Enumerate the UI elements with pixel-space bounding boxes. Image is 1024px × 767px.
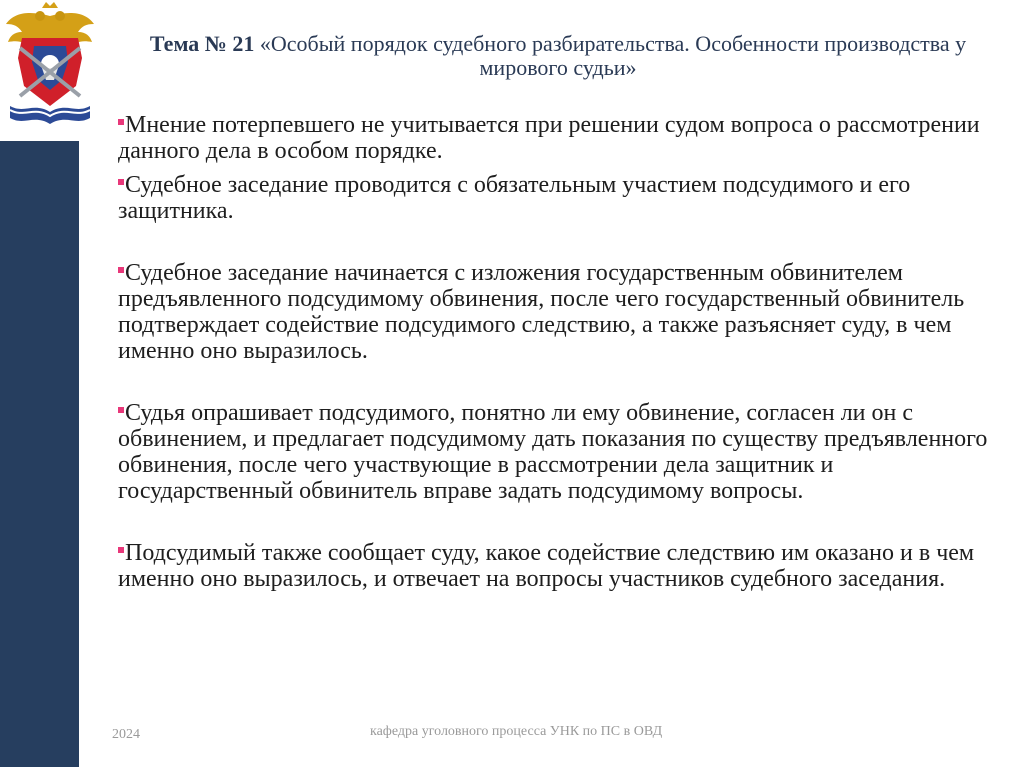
bullet-item [118, 112, 998, 164]
title-topic-number: Тема № 21 [149, 31, 255, 56]
bullet-text: Судебное заседание начинается с изложения государственным обвинителем предъявленного подсудимому обвинения, после чего государственный обвинитель подтверждает содействие подсудимого следствию, а также разъясняет суду, в чем именно оно выразилось. [118, 260, 965, 364]
bullet-square-icon [118, 179, 124, 185]
bullet-square-icon [118, 267, 124, 273]
title-topic-name: «Особый порядок судебного разбирательства. Особенности производства у мирового судьи» [254, 31, 967, 80]
side-bar [0, 141, 79, 767]
bullet-square-icon [118, 547, 124, 553]
footer-year: 2024 [112, 727, 140, 742]
bullet-item [118, 260, 998, 364]
footer-department: кафедра уголовного процесса УНК по ПС в ОВД [370, 724, 663, 739]
bullet-item [118, 540, 998, 592]
page-title [130, 32, 986, 80]
bullet-item [118, 172, 998, 224]
bullet-text: Подсудимый также сообщает суду, какое содействие следствию им оказано и в чем именно оно выразилось, и отвечает на вопросы участников судебного заседания. [118, 540, 975, 592]
bullet-text: Судья опрашивает подсудимого, понятно ли ему обвинение, согласен ли он с обвинением, и предлагает подсудимому дать показания по существу предъявленного обвинения, после чего участвующие в рассмотрении дела защитник и государственный обвинитель вправе задать подсудимому вопросы. [118, 400, 988, 504]
bullet-square-icon [118, 407, 124, 413]
bullet-item [118, 400, 998, 504]
bullet-text: Мнение потерпевшего не учитывается при решении судом вопроса о рассмотрении данного дела в особом порядке. [118, 112, 980, 164]
bullet-list [118, 112, 998, 592]
bullet-square-icon [118, 119, 124, 125]
bullet-text: Судебное заседание проводится с обязательным участием подсудимого и его защитника. [118, 172, 911, 224]
eagle-crest-icon [4, 2, 96, 130]
